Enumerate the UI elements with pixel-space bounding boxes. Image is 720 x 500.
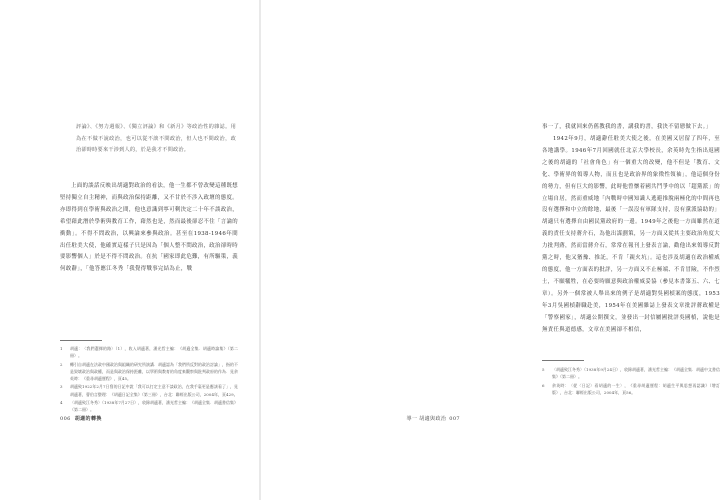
footnote — [60, 361, 238, 383]
page-footer — [406, 415, 460, 422]
footnote-list — [60, 345, 238, 415]
footnote-text: 余英時：〈從〈日記〉看胡適的一生〉，《重尋胡適歷程：胡適生平與思想再認識》（增訂版），台北：聯經出版公司，2004年，頁56。 — [552, 382, 720, 395]
footnote — [60, 345, 238, 359]
running-title: 導一 胡適與政治 — [406, 416, 447, 422]
footnote — [60, 399, 238, 413]
page-number: 006 — [60, 416, 71, 422]
footnote-number: 3 — [60, 384, 63, 390]
footnote — [542, 366, 720, 380]
footnote-number: 1 — [60, 346, 63, 351]
footnote-text: 轉引自胡適在法政中國政治與組織的研究所演講．胡適認為「我們所反對的政治討論」，指的不是毀壞政治與政權，而是與政治保持距離，以學術與教育的角度來觀察與批判政府的作為．見余英時：《重尋胡適歷程》，頁45。 — [70, 361, 238, 381]
footnote-number: 4 — [60, 399, 63, 405]
footnote-number: 5 — [542, 367, 545, 372]
left-page — [0, 0, 260, 500]
footnote-text: 胡適：〈我們選擇的路〉（1），收入胡適著，潘光哲主編：《胡適全集．胡適時論集》（第二冊）。 — [70, 346, 238, 359]
footnote-divider — [542, 360, 584, 361]
page-number: 007 — [449, 416, 460, 422]
body-paragraph-continued: 事一了，我就回來仍舊教我的書，講我的書，我決不留戀做下去。」 — [542, 124, 712, 130]
body-paragraph: 上面的談話反映出胡適對政治的看法，他一生都不曾改變這種既想堅持獨立自主精神，而與政治保持距離，又不甘於不涉入政壇的態度。亦即得到在學術與政治之間，他也意識到寧可剩決定二十年不談政治，希望藉此潛於學術與教育工作，藉然也是，然而最後卻忍不住「言論的衝動」。不得不問政治，以興論來參與政治。甚至在1938-1946年間出任駐美大使，他確實這樣子只是因為「個人整不問政治，政治卻時時要影響個人」於是不得不問政治。在抗「國家即此危難，有所驅策，義何敢辭」，「他答應江冬秀「我覺得戰事完結為止，戰 — [60, 183, 238, 273]
footnote-number: 2 — [60, 361, 63, 367]
footnote-divider — [60, 340, 102, 341]
right-page — [260, 0, 720, 500]
footnote-text: 〈胡適致江冬秀〉（1938年9月24日），收錄胡適著，潘光哲主編：《胡適全集．胡適中文書信集》（第二冊）。 — [552, 367, 720, 380]
footnote-list — [542, 366, 720, 397]
running-title: 胡適的轉換 — [74, 416, 102, 422]
body-paragraph: 1942年9月，胡適辭任駐美大使之後，在美國又居留了四年，至各地講學。1946年7月回國就任北京大學校長，余英時先生指出返國之後的胡適的「社會角色」有一個重大的改變，他不但是「教育、文化、學術界的領導人物，而且也是政治界的象徵性領袖」，他這個身份的勢力，但有巨大的影響，此時他曾懷着國共鬥爭中的以「超黨派」的立場自居，然而重威地「內戰時中國知識人逃避推脫兩極化的中間再也沒有選擇和中立的餘地，最後「一誤沒有軍隊支持，沒有黨派協助的」胡適只有選擇自由國民黨政府的一邊。1949年之後他一方面雖然在道義的責任支持蔣介石，為他出謀劃策，另一方面又從其主要政治角度大力批判蔣，然而當蔣介石，常常在報刊上發表言論，勸他出來領導反對黨之時，他又猶豫、推託，不肯「親火坑」。這也涉及胡適在政治權威的態度，他一方面表的批評，另一方面又不止極端、不肯冒險，不作烈士，不願犧牲，在必要時願意與政治權威妥協（參見本書第五、六、七章）。另外一個常被人舉出來的例子是胡適對吳國楨案的態度，1953年3月吳國楨辭職赴美，1954年在美國雜誌上發表文章批評蔣政權是「警察國家」，胡適公開撰文，並發出一封信屬國批評吳國楨，說他是無責任與道德感，文章在美國卻不相信， — [542, 136, 720, 333]
footnote-text: 〈胡適致江冬秀〉（1938年7月27日），收錄胡適著，潘光哲主編：《胡適全集．胡適書信集》（第二冊）。 — [70, 399, 238, 413]
footnote-text: 胡適致1922年2月7日寫的日記中說「我可以打定主意不談政治，在我手裏更是應該看了」，見胡適著，曹伯言整理：《胡適日記全集》（第三冊），台北：聯經出版公司，2004年，頁429。 — [70, 384, 238, 397]
block-quote: 評論》、《努力週報》、《獨立評論》和《新月》等政治性的雜誌。用為在不做不說政治，也可以從不談不問政治，但人也不問政治，政治卻時時要來干涉到人的，於是我才不問政治。 — [76, 124, 236, 153]
footnote-number: 6 — [542, 382, 545, 388]
footnote — [60, 383, 238, 397]
page-footer — [60, 415, 102, 422]
footnote — [542, 382, 720, 396]
